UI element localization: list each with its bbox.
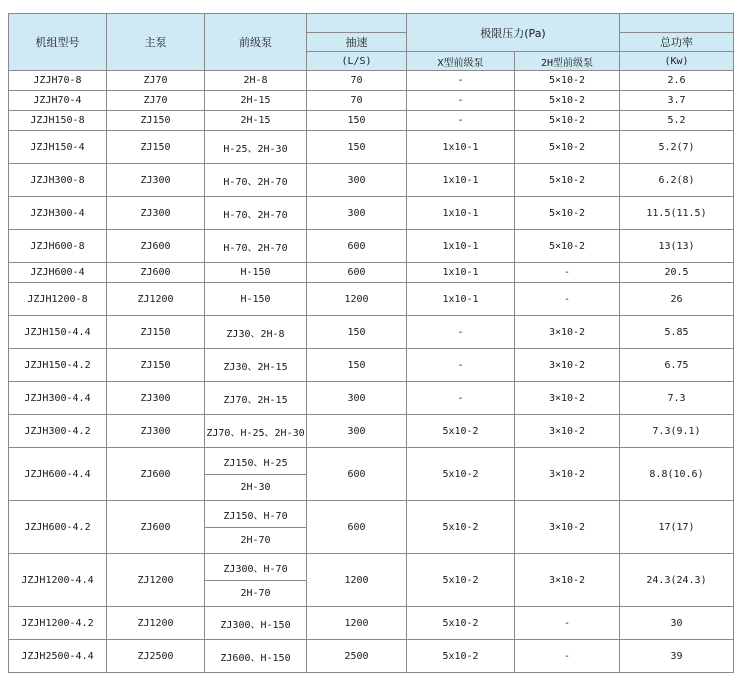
header-speed-top xyxy=(307,14,407,33)
cell-2h-backing-pressure: 5×10-2 xyxy=(515,164,620,197)
cell-backing-pump: ZJ300、H-150 xyxy=(205,607,307,640)
cell-backing-pump: H-70、2H-70 xyxy=(205,164,307,197)
cell-total-power: 6.75 xyxy=(620,349,734,382)
cell-speed: 600 xyxy=(307,263,407,283)
cell-main-pump: ZJ300 xyxy=(107,164,205,197)
cell-speed: 600 xyxy=(307,230,407,263)
cell-x-backing-pressure: - xyxy=(407,91,515,111)
table-row xyxy=(9,283,734,316)
cell-speed: 70 xyxy=(307,71,407,91)
cell-model: JZJH600-4.4 xyxy=(9,448,107,501)
cell-total-power: 24.3(24.3) xyxy=(620,554,734,607)
cell-speed: 600 xyxy=(307,501,407,554)
cell-main-pump: ZJ2500 xyxy=(107,640,205,673)
table-row xyxy=(9,349,734,382)
cell-x-backing-pressure: 1x10-1 xyxy=(407,197,515,230)
table-row xyxy=(9,640,734,673)
cell-speed: 150 xyxy=(307,349,407,382)
cell-backing-pump: ZJ30、2H-8 xyxy=(205,316,307,349)
cell-total-power: 6.2(8) xyxy=(620,164,734,197)
cell-total-power: 5.85 xyxy=(620,316,734,349)
cell-backing-pump: 2H-70 xyxy=(205,528,307,554)
cell-total-power: 17(17) xyxy=(620,501,734,554)
cell-backing-pump: 2H-70 xyxy=(205,581,307,607)
cell-model: JZJH150-4.4 xyxy=(9,316,107,349)
table-row xyxy=(9,415,734,448)
cell-backing-pump: ZJ150、H-25 xyxy=(205,448,307,475)
cell-backing-pump: ZJ300、H-70 xyxy=(205,554,307,581)
cell-2h-backing-pressure: 3×10-2 xyxy=(515,349,620,382)
cell-total-power: 39 xyxy=(620,640,734,673)
header-speed-unit: (L/S) xyxy=(307,52,407,71)
cell-x-backing-pressure: - xyxy=(407,316,515,349)
cell-2h-backing-pressure: 3×10-2 xyxy=(515,448,620,501)
cell-backing-pump: H-150 xyxy=(205,263,307,283)
cell-2h-backing-pressure: - xyxy=(515,640,620,673)
cell-total-power: 13(13) xyxy=(620,230,734,263)
cell-model: JZJH600-4 xyxy=(9,263,107,283)
cell-2h-backing-pressure: 5×10-2 xyxy=(515,71,620,91)
cell-speed: 600 xyxy=(307,448,407,501)
table-row xyxy=(9,111,734,131)
cell-speed: 150 xyxy=(307,111,407,131)
cell-model: JZJH600-4.2 xyxy=(9,501,107,554)
cell-model: JZJH2500-4.4 xyxy=(9,640,107,673)
cell-x-backing-pressure: 5x10-2 xyxy=(407,501,515,554)
header-2h-backing: 2H型前级泵 xyxy=(515,52,620,71)
cell-backing-pump: 2H-15 xyxy=(205,91,307,111)
cell-total-power: 30 xyxy=(620,607,734,640)
cell-2h-backing-pressure: 5×10-2 xyxy=(515,91,620,111)
table-row xyxy=(9,197,734,230)
cell-main-pump: ZJ600 xyxy=(107,448,205,501)
table-body xyxy=(9,71,734,673)
cell-model: JZJH300-4.4 xyxy=(9,382,107,415)
table-row xyxy=(9,131,734,164)
cell-backing-pump: 2H-15 xyxy=(205,111,307,131)
cell-model: JZJH600-8 xyxy=(9,230,107,263)
cell-total-power: 3.7 xyxy=(620,91,734,111)
cell-x-backing-pressure: - xyxy=(407,382,515,415)
cell-backing-pump: ZJ150、H-70 xyxy=(205,501,307,528)
cell-backing-pump: 2H-8 xyxy=(205,71,307,91)
cell-total-power: 7.3 xyxy=(620,382,734,415)
table-row xyxy=(9,263,734,283)
cell-main-pump: ZJ1200 xyxy=(107,554,205,607)
cell-model: JZJH70-8 xyxy=(9,71,107,91)
cell-2h-backing-pressure: - xyxy=(515,283,620,316)
header-main-pump: 主泵 xyxy=(107,14,205,71)
cell-2h-backing-pressure: - xyxy=(515,607,620,640)
cell-main-pump: ZJ300 xyxy=(107,415,205,448)
cell-x-backing-pressure: - xyxy=(407,349,515,382)
cell-backing-pump: ZJ70、H-25、2H-30 xyxy=(205,415,307,448)
cell-model: JZJH1200-8 xyxy=(9,283,107,316)
cell-model: JZJH1200-4.4 xyxy=(9,554,107,607)
table-row xyxy=(9,607,734,640)
cell-main-pump: ZJ150 xyxy=(107,316,205,349)
cell-x-backing-pressure: 5x10-2 xyxy=(407,640,515,673)
cell-speed: 300 xyxy=(307,164,407,197)
cell-main-pump: ZJ300 xyxy=(107,197,205,230)
cell-2h-backing-pressure: 3×10-2 xyxy=(515,316,620,349)
cell-2h-backing-pressure: - xyxy=(515,263,620,283)
header-speed: 抽速 xyxy=(307,33,407,52)
cell-backing-pump: ZJ30、2H-15 xyxy=(205,349,307,382)
cell-backing-pump: ZJ600、H-150 xyxy=(205,640,307,673)
cell-2h-backing-pressure: 5×10-2 xyxy=(515,230,620,263)
header-power-top xyxy=(620,14,734,33)
table-row xyxy=(9,554,734,581)
cell-backing-pump: ZJ70、2H-15 xyxy=(205,382,307,415)
cell-main-pump: ZJ150 xyxy=(107,111,205,131)
cell-main-pump: ZJ70 xyxy=(107,91,205,111)
cell-main-pump: ZJ150 xyxy=(107,349,205,382)
cell-main-pump: ZJ300 xyxy=(107,382,205,415)
cell-model: JZJH300-4.2 xyxy=(9,415,107,448)
cell-speed: 150 xyxy=(307,131,407,164)
cell-total-power: 26 xyxy=(620,283,734,316)
cell-total-power: 20.5 xyxy=(620,263,734,283)
cell-main-pump: ZJ1200 xyxy=(107,607,205,640)
header-ultimate-pressure: 极限压力(Pa) xyxy=(407,14,620,52)
cell-model: JZJH150-8 xyxy=(9,111,107,131)
cell-x-backing-pressure: 1x10-1 xyxy=(407,263,515,283)
header-model: 机组型号 xyxy=(9,14,107,71)
cell-total-power: 5.2(7) xyxy=(620,131,734,164)
table-row xyxy=(9,164,734,197)
cell-speed: 2500 xyxy=(307,640,407,673)
cell-main-pump: ZJ150 xyxy=(107,131,205,164)
cell-model: JZJH150-4.2 xyxy=(9,349,107,382)
cell-model: JZJH150-4 xyxy=(9,131,107,164)
cell-2h-backing-pressure: 5×10-2 xyxy=(515,111,620,131)
cell-speed: 300 xyxy=(307,197,407,230)
table-row xyxy=(9,448,734,475)
cell-speed: 1200 xyxy=(307,554,407,607)
cell-main-pump: ZJ600 xyxy=(107,501,205,554)
cell-2h-backing-pressure: 3×10-2 xyxy=(515,382,620,415)
cell-total-power: 2.6 xyxy=(620,71,734,91)
cell-main-pump: ZJ1200 xyxy=(107,283,205,316)
cell-2h-backing-pressure: 3×10-2 xyxy=(515,415,620,448)
cell-2h-backing-pressure: 5×10-2 xyxy=(515,197,620,230)
cell-backing-pump: H-70、2H-70 xyxy=(205,230,307,263)
pump-spec-table xyxy=(8,13,734,673)
header-x-backing: X型前级泵 xyxy=(407,52,515,71)
cell-speed: 300 xyxy=(307,415,407,448)
cell-2h-backing-pressure: 5×10-2 xyxy=(515,131,620,164)
cell-2h-backing-pressure: 3×10-2 xyxy=(515,501,620,554)
cell-speed: 1200 xyxy=(307,283,407,316)
cell-main-pump: ZJ600 xyxy=(107,230,205,263)
cell-backing-pump: H-70、2H-70 xyxy=(205,197,307,230)
cell-x-backing-pressure: 1x10-1 xyxy=(407,230,515,263)
cell-model: JZJH70-4 xyxy=(9,91,107,111)
cell-backing-pump: H-25、2H-30 xyxy=(205,131,307,164)
cell-x-backing-pressure: 5x10-2 xyxy=(407,448,515,501)
cell-speed: 300 xyxy=(307,382,407,415)
table-row xyxy=(9,501,734,528)
cell-total-power: 11.5(11.5) xyxy=(620,197,734,230)
cell-backing-pump: H-150 xyxy=(205,283,307,316)
cell-total-power: 8.8(10.6) xyxy=(620,448,734,501)
cell-main-pump: ZJ600 xyxy=(107,263,205,283)
cell-x-backing-pressure: 1x10-1 xyxy=(407,164,515,197)
cell-model: JZJH300-8 xyxy=(9,164,107,197)
cell-main-pump: ZJ70 xyxy=(107,71,205,91)
cell-backing-pump: 2H-30 xyxy=(205,475,307,501)
cell-x-backing-pressure: - xyxy=(407,111,515,131)
cell-x-backing-pressure: 5x10-2 xyxy=(407,607,515,640)
cell-speed: 150 xyxy=(307,316,407,349)
cell-2h-backing-pressure: 3×10-2 xyxy=(515,554,620,607)
table-row xyxy=(9,382,734,415)
cell-speed: 1200 xyxy=(307,607,407,640)
cell-x-backing-pressure: 1x10-1 xyxy=(407,283,515,316)
cell-x-backing-pressure: 5x10-2 xyxy=(407,554,515,607)
table-row xyxy=(9,230,734,263)
table-row xyxy=(9,91,734,111)
cell-total-power: 7.3(9.1) xyxy=(620,415,734,448)
cell-model: JZJH1200-4.2 xyxy=(9,607,107,640)
header-total-power: 总功率 xyxy=(620,33,734,52)
header-power-unit: (Kw) xyxy=(620,52,734,71)
cell-x-backing-pressure: 5x10-2 xyxy=(407,415,515,448)
cell-total-power: 5.2 xyxy=(620,111,734,131)
cell-x-backing-pressure: 1x10-1 xyxy=(407,131,515,164)
cell-model: JZJH300-4 xyxy=(9,197,107,230)
cell-speed: 70 xyxy=(307,91,407,111)
table-row xyxy=(9,71,734,91)
cell-x-backing-pressure: - xyxy=(407,71,515,91)
header-backing-pump: 前级泵 xyxy=(205,14,307,71)
table-row xyxy=(9,316,734,349)
